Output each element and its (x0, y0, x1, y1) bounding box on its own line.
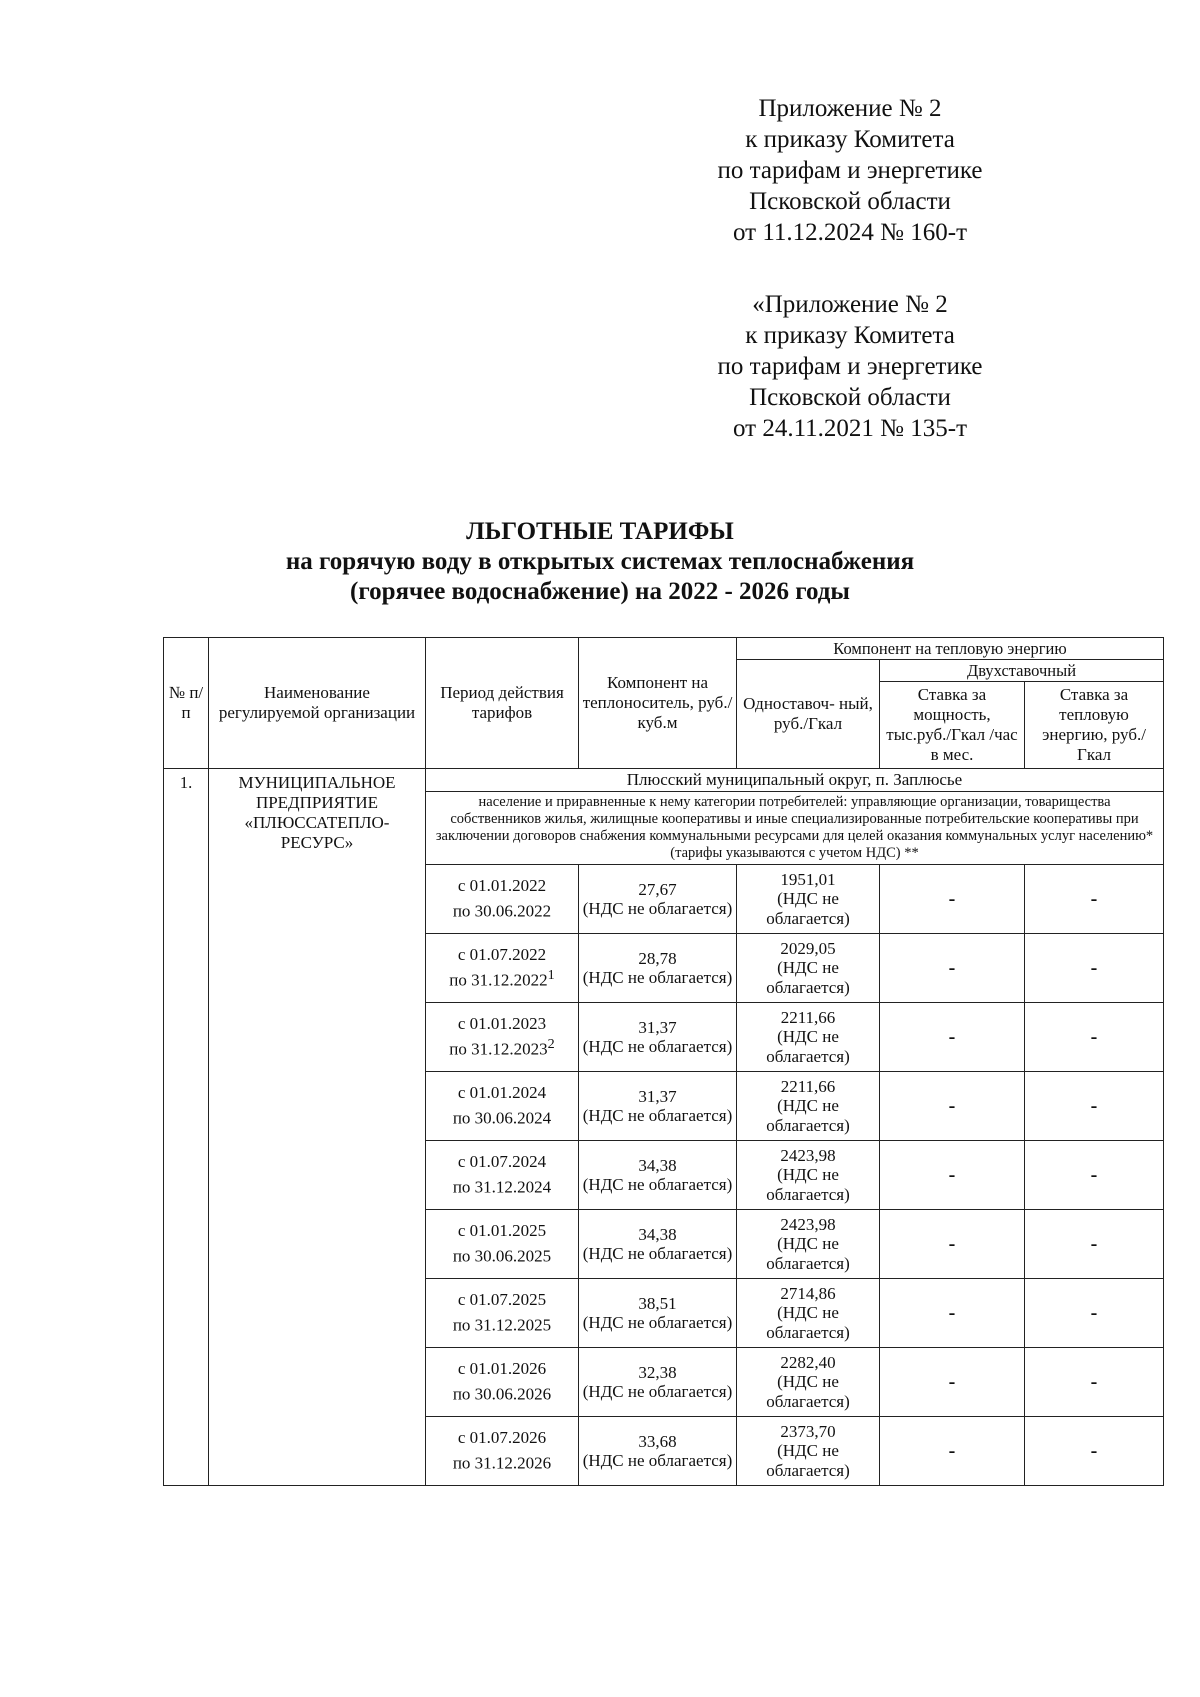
period-from: с 01.07.2025 (457, 1290, 547, 1310)
period-from: с 01.07.2024 (457, 1152, 547, 1172)
period-cell (426, 934, 579, 1003)
capacity-rate-cell: - (880, 865, 1025, 934)
single-rate-value: 2029,05 (780, 938, 836, 958)
period-to: по 30.06.2022 (452, 901, 552, 921)
period-to: по 31.12.2022 (449, 970, 548, 990)
energy-rate-cell: - (1025, 1210, 1164, 1279)
header-single-rate: Одноставоч- ный, руб./Гкал (737, 660, 880, 769)
appendix-line: «Приложение № 2 (752, 291, 948, 318)
period-cell (426, 1348, 579, 1417)
period-cell (426, 1279, 579, 1348)
energy-rate-cell: - (1025, 1003, 1164, 1072)
period-from: с 01.07.2026 (457, 1428, 547, 1448)
period-from: с 01.01.2026 (457, 1359, 547, 1379)
period-to: по 31.12.2023 (449, 1039, 548, 1059)
capacity-rate-cell: - (880, 1141, 1025, 1210)
carrier-value: 31,37 (638, 1017, 677, 1037)
energy-rate-cell: - (1025, 1417, 1164, 1486)
carrier-cell (579, 934, 737, 1003)
carrier-cell (579, 1348, 737, 1417)
period-to: по 31.12.2024 (452, 1177, 552, 1197)
carrier-cell (579, 1210, 737, 1279)
period-from: с 01.01.2022 (457, 876, 547, 896)
document-title (150, 517, 1050, 607)
single-rate-cell (737, 934, 880, 1003)
vat-note: (НДС не облагается) (582, 1106, 733, 1125)
vat-note: (НДС не облагается) (582, 1451, 733, 1470)
vat-note: (НДС не облагается) (582, 1037, 733, 1056)
appendix-line: от 24.11.2021 № 135-т (732, 415, 968, 442)
carrier-value: 38,51 (638, 1293, 677, 1313)
appendix-line: к приказу Комитета (745, 126, 955, 153)
vat-note: (НДС не облагается) (766, 1441, 850, 1480)
vat-note: (НДС не облагается) (766, 1165, 850, 1204)
period-from: с 01.01.2023 (457, 1014, 547, 1034)
single-rate-cell (737, 1072, 880, 1141)
period-to: по 30.06.2025 (452, 1246, 552, 1266)
carrier-value: 33,68 (638, 1431, 677, 1451)
appendix-line: по тарифам и энергетике (717, 353, 983, 380)
tariff-table (163, 637, 1164, 1486)
single-rate-value: 2282,40 (780, 1352, 836, 1372)
period-from: с 01.01.2024 (457, 1083, 547, 1103)
vat-note: (НДС не облагается) (766, 1096, 850, 1135)
single-rate-value: 1951,01 (780, 869, 836, 889)
header-carrier-component: Компонент на теплоноситель, руб./куб.м (579, 638, 737, 769)
energy-rate-cell: - (1025, 1279, 1164, 1348)
territory-row (164, 769, 1164, 792)
period-from: с 01.07.2022 (457, 945, 547, 965)
carrier-value: 27,67 (638, 879, 677, 899)
title-line: (горячее водоснабжение) на 2022 - 2026 годы (350, 578, 850, 605)
vat-note: (НДС не облагается) (582, 1244, 733, 1263)
carrier-cell (579, 1003, 737, 1072)
period-cell (426, 865, 579, 934)
period-to: по 30.06.2024 (452, 1108, 552, 1128)
capacity-rate-cell: - (880, 1417, 1025, 1486)
single-rate-cell (737, 1141, 880, 1210)
carrier-cell (579, 1141, 737, 1210)
vat-note: (НДС не облагается) (582, 899, 733, 918)
single-rate-value: 2714,86 (780, 1283, 836, 1303)
carrier-cell (579, 1072, 737, 1141)
appendix-line: Приложение № 2 (758, 95, 942, 122)
carrier-value: 34,38 (638, 1155, 677, 1175)
row-number: 1. (164, 769, 209, 1486)
footnote-mark: 2 (547, 1036, 555, 1053)
carrier-value: 32,38 (638, 1362, 677, 1382)
title-line: ЛЬГОТНЫЕ ТАРИФЫ (466, 518, 734, 545)
single-rate-value: 2211,66 (780, 1007, 836, 1027)
energy-rate-cell: - (1025, 1141, 1164, 1210)
header-num: № п/п (164, 638, 209, 769)
header-capacity-rate: Ставка за мощность, тыс.руб./Гкал /час в мес. (880, 682, 1025, 769)
single-rate-value: 2423,98 (780, 1145, 836, 1165)
header-organization: Наименование регулируемой организации (209, 638, 426, 769)
vat-note: (НДС не облагается) (766, 1303, 850, 1342)
capacity-rate-cell: - (880, 1279, 1025, 1348)
capacity-rate-cell: - (880, 1210, 1025, 1279)
carrier-cell (579, 865, 737, 934)
period-to: по 31.12.2026 (452, 1453, 552, 1473)
header-period: Период действия тарифов (426, 638, 579, 769)
energy-rate-cell: - (1025, 1072, 1164, 1141)
vat-note: (НДС не облагается) (582, 968, 733, 987)
single-rate-cell (737, 1279, 880, 1348)
single-rate-value: 2211,66 (780, 1076, 836, 1096)
appendix-reference-previous (700, 289, 1000, 444)
vat-note: (НДС не облагается) (582, 1382, 733, 1401)
territory-name: Плюсский муниципальный округ, п. Заплюсье (426, 769, 1164, 792)
capacity-rate-cell: - (880, 1003, 1025, 1072)
capacity-rate-cell: - (880, 1348, 1025, 1417)
appendix-line: Псковской области (749, 188, 951, 215)
single-rate-cell (737, 1003, 880, 1072)
capacity-rate-cell: - (880, 1072, 1025, 1141)
vat-note: (НДС не облагается) (766, 1027, 850, 1066)
carrier-value: 28,78 (638, 948, 677, 968)
period-to: по 31.12.2025 (452, 1315, 552, 1335)
single-rate-value: 2423,98 (780, 1214, 836, 1234)
period-from: с 01.01.2025 (457, 1221, 547, 1241)
appendix-reference-current (700, 93, 1000, 248)
period-cell (426, 1141, 579, 1210)
header-heat-component: Компонент на тепловую энергию (737, 638, 1164, 660)
appendix-line: к приказу Комитета (745, 322, 955, 349)
footnote-mark: 1 (547, 967, 555, 984)
appendix-line: от 11.12.2024 № 160-т (732, 219, 968, 246)
single-rate-value: 2373,70 (780, 1421, 836, 1441)
single-rate-cell (737, 865, 880, 934)
vat-note: (НДС не облагается) (582, 1175, 733, 1194)
header-energy-rate: Ставка за тепловую энергию, руб./Гкал (1025, 682, 1164, 769)
header-row (164, 638, 1164, 660)
header-two-rate: Двухставочный (880, 660, 1164, 682)
energy-rate-cell: - (1025, 934, 1164, 1003)
appendix-line: Псковской области (749, 384, 951, 411)
period-cell (426, 1072, 579, 1141)
period-to: по 30.06.2026 (452, 1384, 552, 1404)
title-line: на горячую воду в открытых системах теплоснабжения (285, 548, 915, 575)
consumer-group: население и приравненные к нему категории потребителей: управляющие организации, товарищества собственников жилья, жилищные кооперативы и иные специализированные потребительские кооперативы при заключении договоров снабжения коммунальными ресурсами для целей оказания коммунальных услуг населению* (тарифы указываются с учетом НДС) ** (426, 792, 1164, 865)
period-cell (426, 1003, 579, 1072)
vat-note: (НДС не облагается) (766, 958, 850, 997)
vat-note: (НДС не облагается) (766, 1372, 850, 1411)
vat-note: (НДС не облагается) (582, 1313, 733, 1332)
period-cell (426, 1417, 579, 1486)
energy-rate-cell: - (1025, 865, 1164, 934)
carrier-value: 31,37 (638, 1086, 677, 1106)
capacity-rate-cell: - (880, 934, 1025, 1003)
vat-note: (НДС не облагается) (766, 1234, 850, 1273)
single-rate-cell (737, 1348, 880, 1417)
vat-note: (НДС не облагается) (766, 889, 850, 928)
carrier-value: 34,38 (638, 1224, 677, 1244)
appendix-line: по тарифам и энергетике (717, 157, 983, 184)
period-cell (426, 1210, 579, 1279)
energy-rate-cell: - (1025, 1348, 1164, 1417)
single-rate-cell (737, 1417, 880, 1486)
carrier-cell (579, 1417, 737, 1486)
carrier-cell (579, 1279, 737, 1348)
single-rate-cell (737, 1210, 880, 1279)
organization-name: МУНИЦИПАЛЬНОЕ ПРЕДПРИЯТИЕ «ПЛЮССАТЕПЛО- РЕСУРС» (209, 769, 426, 1486)
